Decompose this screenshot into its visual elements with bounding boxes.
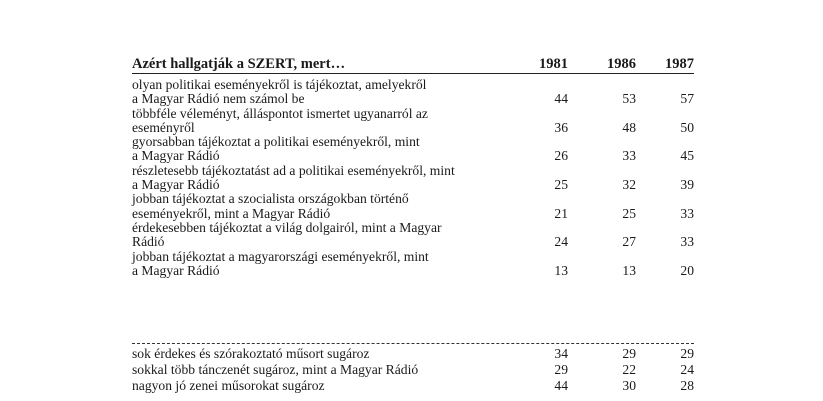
row-text: sokkal több tánczenét sugároz, mint a Magyar Rádió: [132, 362, 419, 377]
row-text-line: a Magyar Rádió: [132, 177, 220, 193]
row-text-line: részletesebb tájékoztatást ad a politikai eseményekről, mint: [132, 162, 455, 178]
value-1987: 28: [680, 378, 694, 393]
table-row: [132, 250, 694, 279]
value-1987: 33: [680, 205, 694, 221]
value-1986: 32: [622, 177, 636, 193]
table-row: [132, 192, 694, 221]
value-1986: 53: [622, 91, 636, 107]
row-text-line: Rádió: [132, 234, 165, 250]
value-1987: 33: [680, 234, 694, 250]
table-row: [132, 378, 694, 394]
value-1986: 29: [622, 346, 636, 361]
table-row: [132, 362, 694, 378]
political-reasons-group: [132, 78, 694, 278]
value-1987: 24: [680, 362, 694, 377]
value-1987: 39: [680, 177, 694, 193]
row-text-line: jobban tájékoztat a magyarországi eseményekről, mint: [132, 248, 429, 264]
entertainment-reasons-group: [132, 346, 694, 394]
value-1987: 50: [680, 119, 694, 135]
row-text-line: eseményekről, mint a Magyar Rádió: [132, 205, 331, 221]
row-text-line: a Magyar Rádió: [132, 262, 220, 278]
value-1986: 30: [622, 378, 636, 393]
value-1981: 24: [554, 234, 568, 250]
dashed-separator: [132, 343, 694, 344]
survey-table: [132, 50, 694, 393]
row-text-line: a Magyar Rádió: [132, 148, 220, 164]
value-1986: 13: [622, 262, 636, 278]
table-row: [132, 346, 694, 362]
row-text: nagyon jó zenei műsorokat sugároz: [132, 378, 325, 393]
row-text-line: a Magyar Rádió nem számol be: [132, 91, 305, 107]
value-1987: 20: [680, 262, 694, 278]
table-row: [132, 221, 694, 250]
table-header: [132, 50, 694, 72]
row-text-line: többféle véleményt, álláspontot ismertet ugyanarról az: [132, 105, 428, 121]
header-rule: [132, 73, 694, 74]
table-row: [132, 135, 694, 164]
value-1981: 21: [554, 205, 568, 221]
value-1987: 29: [680, 346, 694, 361]
value-1981: 29: [554, 362, 568, 377]
value-1986: 22: [622, 362, 636, 377]
year-1987-header: 1987: [665, 56, 694, 72]
value-1986: 33: [622, 148, 636, 164]
year-1986-header: 1986: [607, 56, 636, 72]
value-1986: 25: [622, 205, 636, 221]
value-1981: 25: [554, 177, 568, 193]
header-label: Azért hallgatják a SZERT, mert…: [132, 56, 346, 72]
row-text-line: gyorsabban tájékoztat a politikai eseményekről, mint: [132, 134, 420, 150]
value-1981: 36: [554, 119, 568, 135]
value-1987: 57: [680, 91, 694, 107]
value-1981: 44: [554, 378, 568, 393]
row-text-line: jobban tájékoztat a szocialista országokban történő: [132, 191, 409, 207]
row-text-line: olyan politikai eseményekről is tájékoztat, amelyekről: [132, 77, 427, 92]
value-1981: 13: [554, 262, 568, 278]
table-row: [132, 164, 694, 193]
row-text: sok érdekes és szórakoztató műsort sugároz: [132, 346, 370, 361]
row-text-line: érdekesebben tájékoztat a világ dolgairól, mint a Magyar: [132, 219, 442, 235]
value-1981: 44: [554, 91, 568, 107]
table-row: [132, 78, 694, 107]
value-1981: 34: [554, 346, 568, 361]
row-text-line: eseményről: [132, 119, 195, 135]
table-row: [132, 107, 694, 136]
year-1981-header: 1981: [539, 56, 568, 72]
value-1986: 48: [622, 119, 636, 135]
value-1981: 26: [554, 148, 568, 164]
value-1987: 45: [680, 148, 694, 164]
value-1986: 27: [622, 234, 636, 250]
